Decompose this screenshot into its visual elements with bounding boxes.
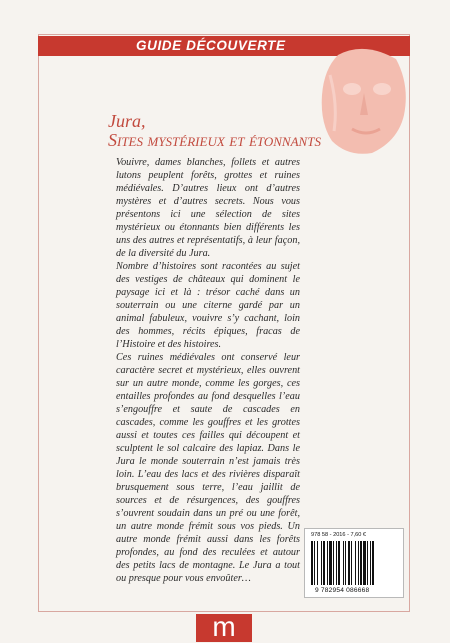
price-line: 978 58 - 2016 - 7,60 € [311, 532, 367, 538]
paragraph: Vouivre, dames blanches, follets et autres lutons peuplent forêts, grottes et ruines médiévales. D’autres lieux ont d’autres mystères et d’autres secrets. Nous vous présentons ici une sélection de sites mystérieux ou étonnants bien différents les uns des autres et représentatifs, à leur façon, de la diversité du Jura. [116, 157, 300, 259]
series-label: GUIDE DÉCOUVERTE [136, 38, 286, 53]
barcode-box [304, 528, 404, 598]
isbn-number: 9 782954 086668 [315, 587, 370, 594]
paragraph: Ces ruines médiévales ont conservé leur caractère secret et mystérieux, elles ouvrent sur un autre monde, comme les gorges, ces entailles profondes au fond desquelles l’eau s’engouffre et saute de cascades en cascades, comme les gouffres et les grottes aussi et toutes ces failles qui découpent et sculptent le sol calcaire des lapiaz. Dans le Jura le monde souterrain n’est jamais très loin. L’eau des lacs et des rivières disparaît brusquement sous terre, l’eau jaillit de sources et de résurgences, des gouffres s’ouvrent soudain dans un pré ou une forêt, un autre monde frémit sous vos pieds. Un autre monde frémit aussi dans les forêts profondes, au fond des reculées et autour des petits lacs de montagne. Le Jura a tout ou presque pour vous envoûter… [116, 352, 300, 584]
paragraph: Nombre d’histoires sont racontées au sujet des vestiges de châteaux qui dominent le paysage ici et là : trésor caché dans un souterrain ou une citerne gardé par un animal fabuleux, vouivre s’y cachant, loin des hommes, récits épiques, fracas de l’Histoire et des histoires. [116, 261, 300, 350]
book-title [108, 112, 321, 150]
title-line-2: Sites mystérieux et étonnants [108, 130, 321, 150]
logo-letter: m [212, 611, 236, 642]
stone-mask-icon [318, 45, 410, 157]
back-cover-text [116, 156, 300, 585]
title-line-1: Jura, [108, 111, 146, 131]
publisher-logo-icon [196, 611, 252, 642]
barcode-bars [311, 541, 399, 585]
